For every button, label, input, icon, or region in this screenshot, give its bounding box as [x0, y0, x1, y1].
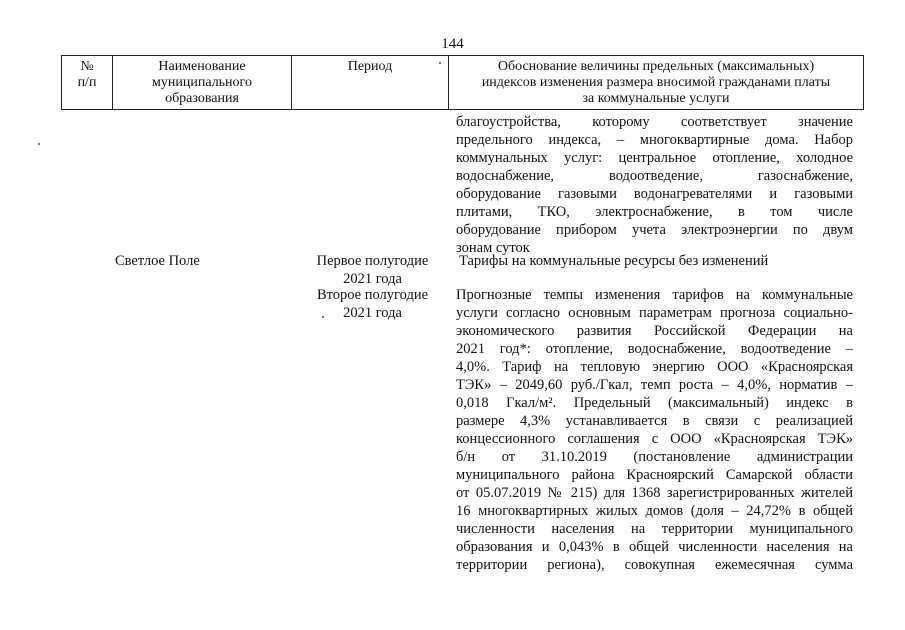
header-text: Период [347, 59, 393, 74]
text-line: оборудование газовыми водонагревателями и газовыми [456, 186, 853, 202]
header-cell-period [291, 55, 449, 110]
municipality-name: Светлое Поле [115, 253, 200, 269]
text-line: муниципального района Красноярский Самарской области [456, 467, 853, 483]
header-text: п/п [77, 75, 97, 90]
header-cell-justification [448, 55, 864, 110]
page-number: 144 [441, 36, 464, 52]
text-line: услуги согласно основным параметрам прогноза социально- [456, 305, 853, 321]
text-line: концессионного соглашения с ООО «Красноярская ТЭК» [456, 431, 853, 447]
header-cell-municipality [112, 55, 292, 110]
text-line: плитами, ТКО, электроснабжение, в том числе [456, 204, 853, 220]
text-line: оборудование прибором учета электроэнергии по двум [456, 222, 853, 238]
text-line: 0,018 Гкал/м². Предельный (максимальный) индекс в [456, 395, 853, 411]
text-line: предельного индекса, – многоквартирные дома. Набор [456, 132, 853, 148]
text-line: размере 4,3% устанавливается в связи с реализацией [456, 413, 853, 429]
period-line: Второе полугодие [316, 287, 429, 303]
text-line: 2021 год*: отопление, водоснабжение, водоотведение – [456, 341, 853, 357]
scan-speck [439, 62, 441, 64]
header-cell-number [61, 55, 113, 110]
text-line: коммунальных услуг: центральное отопление, холодное [456, 150, 853, 166]
text-line: экономического развития Российской Федерации на [456, 323, 853, 339]
text-line: зонам суток [456, 240, 530, 256]
period-first-half [300, 252, 445, 288]
text-line: образования и 0,043% в общей численности населения на [456, 539, 853, 555]
header-text: за коммунальные услуги [582, 91, 730, 106]
text-line: ТЭК» – 2049,60 руб./Гкал, темп роста – 4,0%, норматив – [456, 377, 853, 393]
period-line: 2021 года [343, 305, 402, 321]
period-line: Первое полугодие [316, 253, 429, 269]
header-text: образования [165, 91, 239, 106]
text-line: от 05.07.2019 № 215) для 1368 зарегистрированных жителей [456, 485, 853, 501]
text-line: территории региона), совокупная ежемесячная сумма [456, 557, 853, 573]
text-line: 4,0%. Тариф на тепловую энергию ООО «Красноярская [456, 359, 853, 375]
period1-justification: Тарифы на коммунальные ресурсы без изменений [459, 253, 769, 269]
header-text: индексов изменения размера вносимой гражданами платы [481, 75, 831, 90]
text-line: 16 многоквартирных жилых домов (доля – 24,72% в общей [456, 503, 853, 519]
text-line: б/н от 31.10.2019 (постановление администрации [456, 449, 853, 465]
period-line: 2021 года [343, 271, 402, 287]
header-text: муниципального [152, 75, 252, 90]
text-line: водоснабжение, водоотведение, газоснабжение, [456, 168, 853, 184]
scan-speck [322, 316, 324, 318]
text-line: Прогнозные темпы изменения тарифов на коммунальные [456, 287, 853, 303]
header-text: Обоснование величины предельных (максимальных) [497, 59, 815, 74]
header-text: № [80, 59, 94, 74]
text-line: численности населения на территории муниципального [456, 521, 853, 537]
scan-speck [38, 143, 40, 145]
header-text: Наименование [158, 59, 246, 74]
text-line: благоустройства, которому соответствует значение [456, 114, 853, 130]
